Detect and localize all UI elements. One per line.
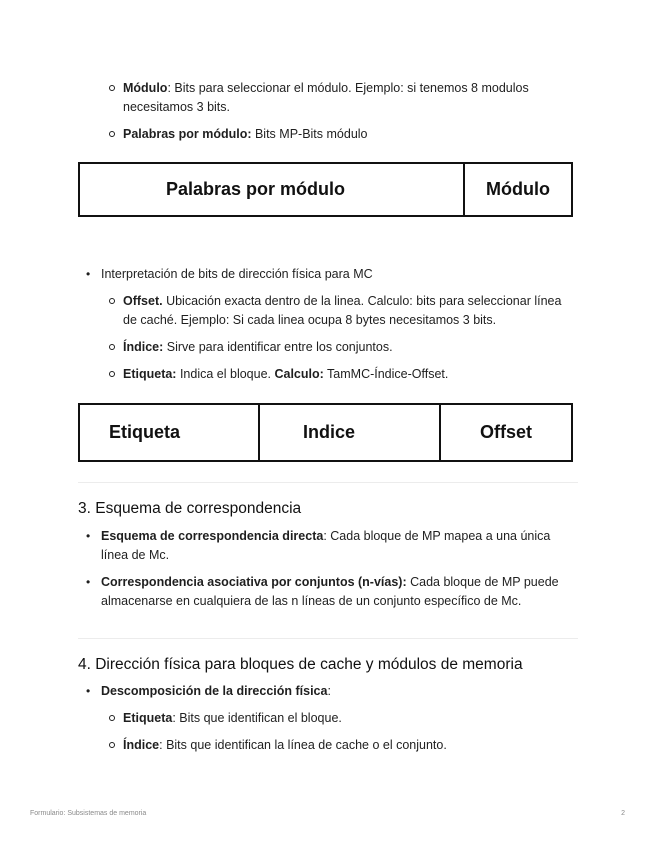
section-divider <box>78 638 578 639</box>
list-item: Offset. Ubicación exacta dentro de la linea. Calculo: bits para seleccionar línea de caché. Ejemplo: Si cada linea ocupa 8 bytes necesitamos 3 bits. <box>0 292 655 330</box>
list-item: • Esquema de correspondencia directa: Cada bloque de MP mapea a una única línea de Mc. <box>0 527 655 565</box>
tag-cell: Etiqueta <box>109 422 181 442</box>
list-item: Módulo: Bits para seleccionar el módulo. Ejemplo: si tenemos 8 modulos necesitamos 3 bits. <box>0 79 655 117</box>
section-divider <box>78 482 578 483</box>
section-3-list <box>0 527 655 611</box>
list-item: Etiqueta: Bits que identifican el bloque. <box>0 709 655 728</box>
page-number: 2 <box>621 810 625 817</box>
list-item: • Correspondencia asociativa por conjuntos (n-vías): Cada bloque de MP puede almacenarse en cualquiera de las n líneas de un conjunto específico de Mc. <box>0 573 655 611</box>
offset-cell: Offset <box>439 405 571 460</box>
address-format-box-cache <box>78 403 573 462</box>
list-item: Etiqueta: Indica el bloque. Calculo: TamMC-Índice-Offset. <box>0 365 655 384</box>
words-per-module-cell: Palabras por módulo <box>165 179 346 199</box>
interpretation-list <box>0 265 655 284</box>
index-cell: Indice <box>258 405 439 460</box>
list-item: • Descomposición de la dirección física: <box>0 682 655 701</box>
interpretation-sublist <box>0 292 655 384</box>
list-item: • Interpretación de bits de dirección física para MC <box>0 265 655 284</box>
section-4-sublist <box>0 709 655 755</box>
list-item: Índice: Bits que identifican la línea de cache o el conjunto. <box>0 736 655 755</box>
section-3-heading: 3. Esquema de correspondencia <box>78 500 302 517</box>
address-format-box-memory <box>78 162 573 217</box>
module-cell: Módulo <box>463 164 571 215</box>
section-4-list <box>0 682 655 701</box>
list-item: Índice: Sirve para identificar entre los conjuntos. <box>0 338 655 357</box>
module-bits-list <box>0 79 655 144</box>
footer-title: Formulario: Subsistemas de memoria <box>30 810 147 817</box>
section-4-heading: 4. Dirección física para bloques de cache y módulos de memoria <box>78 656 523 673</box>
list-item: Palabras por módulo: Bits MP-Bits módulo <box>0 125 655 144</box>
